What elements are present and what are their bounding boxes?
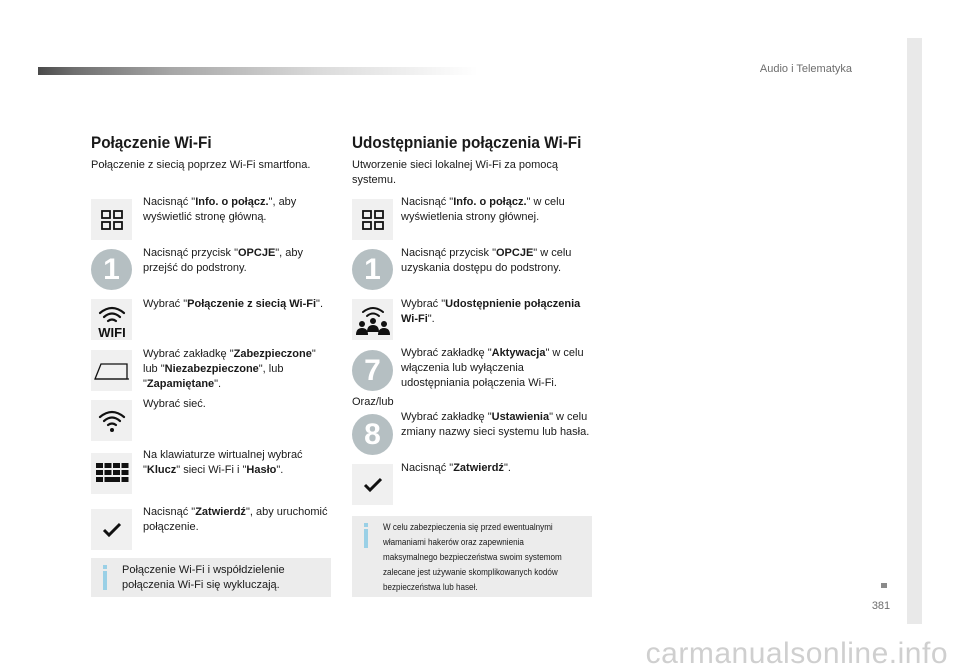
left-step-3-text: Wybrać "Połączenie z siecią Wi-Fi".	[143, 298, 324, 310]
left-intro: Połączenie z siecią poprzez Wi-Fi smartfona.	[91, 159, 311, 171]
left-info-note	[91, 558, 331, 597]
wifi-logo-icon	[91, 299, 132, 340]
or-label: Oraz/lub	[352, 396, 394, 408]
svg-text:WIFI: WIFI	[97, 324, 126, 339]
right-step-3-text: Wybrać "Udostępnienie połączenia Wi-Fi".	[401, 298, 581, 325]
page-number: 381	[871, 600, 891, 612]
header-gradient-bar	[38, 67, 478, 75]
left-step-6-text: Na klawiaturze wirtualnej wybrać "Klucz" sieci Wi-Fi i "Hasło".	[143, 449, 303, 476]
left-step-1-text: Nacisnąć "Info. o połącz.", aby wyświetlić stronę główną.	[143, 196, 297, 223]
right-intro: Utworzenie sieci lokalnej Wi-Fi za pomocą systemu.	[352, 159, 559, 186]
right-step-2-text: Nacisnąć przycisk "OPCJE" w celu uzyskania dostępu do podstrony.	[401, 247, 572, 274]
checkmark-icon	[91, 509, 132, 550]
step-number-badge: 8	[352, 414, 393, 455]
page-marker	[881, 583, 887, 588]
left-step-7-text: Nacisnąć "Zatwierdź", aby uruchomić połączenie.	[143, 506, 328, 533]
right-step-5-text: Wybrać zakładkę "Ustawienia" w celu zmiany nazwy sieci systemu lub hasła.	[401, 411, 590, 438]
left-step-2-text: Nacisnąć przycisk "OPCJE", aby przejść do podstrony.	[143, 247, 304, 274]
right-note-text: W celu zabezpieczenia się przed ewentualnymi włamaniami hakerów oraz zapewnienia maksymalnego bezpieczeństwa swoim systemom zalecane jest używanie skomplikowanych kodów bezpieczeństwa lub haseł.	[383, 522, 562, 592]
page-margin-bar	[907, 38, 922, 624]
watermark: carmanualsonline.info	[645, 637, 948, 670]
step-number-badge: 7	[352, 350, 393, 391]
wifi-share-icon	[352, 299, 393, 340]
right-step-4-text: Wybrać zakładkę "Aktywacja" w celu włączenia lub wyłączenia udostępniania połączenia Wi-Fi.	[401, 347, 584, 389]
grid-icon	[91, 199, 132, 240]
right-info-note	[352, 516, 592, 597]
tab-icon	[91, 350, 132, 391]
left-step-4-text: Wybrać zakładkę "Zabezpieczone" lub "Niezabezpieczone", lub "Zapamiętane".	[143, 348, 316, 390]
left-note-text: Połączenie Wi-Fi i współdzielenie połączenia Wi-Fi się wykluczają.	[122, 564, 285, 591]
info-icon	[364, 529, 368, 548]
step-number-badge: 1	[352, 249, 393, 290]
right-title: Udostępnianie połączenia Wi-Fi	[352, 133, 582, 152]
step-number-badge: 1	[91, 249, 132, 290]
left-title: Połączenie Wi-Fi	[91, 133, 212, 152]
right-step-6-text: Nacisnąć "Zatwierdź".	[401, 462, 511, 474]
right-step-1-text: Nacisnąć "Info. o połącz." w celu wyświetlenia strony głównej.	[401, 196, 565, 223]
left-step-5-text: Wybrać sieć.	[143, 398, 206, 410]
keyboard-icon	[91, 453, 132, 494]
wifi-signal-icon	[91, 400, 132, 441]
grid-icon	[352, 199, 393, 240]
checkmark-icon	[352, 464, 393, 505]
info-icon	[103, 571, 107, 590]
section-title: Audio i Telematyka	[759, 63, 852, 75]
